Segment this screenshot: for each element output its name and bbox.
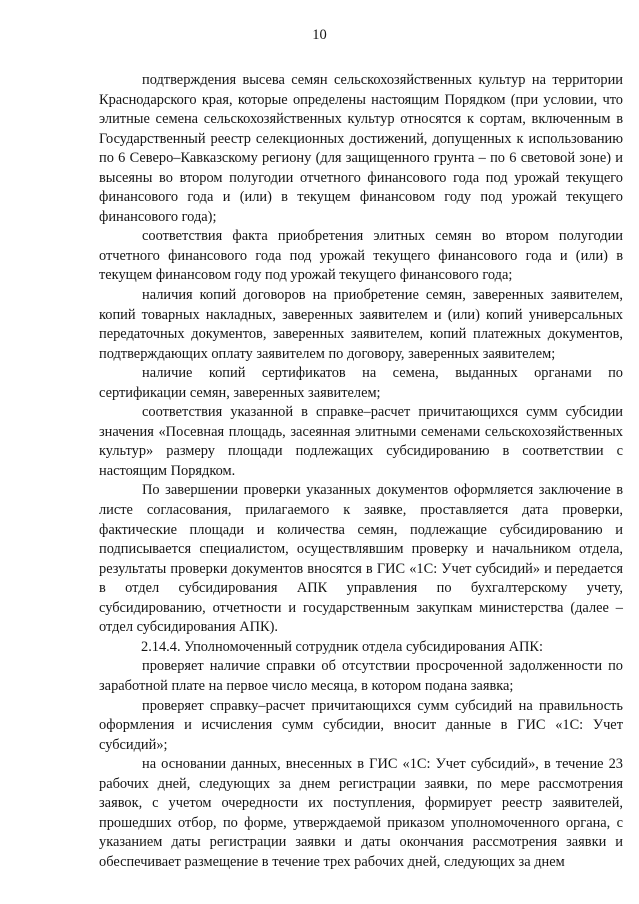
- paragraph-section-2-14-4: 2.14.4. Уполномоченный сотрудник отдела субсидирования АПК:: [141, 638, 543, 655]
- paragraph-calculation-check: проверяет справку–расчет причитающихся сумм субсидий на правильность оформления и исчисления сумм субсидии, вносит данные в ГИС «1С: Учет субсидий»;: [99, 697, 623, 753]
- paragraph-verification-result: По завершении проверки указанных документов оформляется заключение в листе согласования, прилагаемого к заявке, проставляется дата проверки, фактические площади и количества семян, подлежащие субсидированию и подписывается специалистом, осуществлявшим проверку и начальником отдела, результаты проверки документов вносятся в ГИС «1С: Учет субсидий» и передается в отдел субсидирования АПК управления по бухгалтерскому учету, субсидированию, отчетности и государственным закупкам министерства (далее – отдел субсидирования АПК).: [99, 482, 623, 636]
- page-number: 10: [312, 27, 327, 43]
- paragraph-sowing-confirmation: подтверждения высева семян сельскохозяйственных культур на территории Краснодарского края, которые определены настоящим Порядком (при условии, что элитные семена сельскохозяйственных культур относятся к сортам, включенным в Государственный реестр селекционных достижений, допущенных к использованию по 6 Северо–Кавказскому региону (для защищенного грунта – по 6 световой зоне) и высеяны во втором полугодии отчетного финансового года под урожай текущего финансового года и (или) в текущем финансовом году под урожай текущего финансового года);: [99, 72, 623, 225]
- paragraph-certificates: наличие копий сертификатов на семена, выданных органами по сертификации семян, заверенных заявителем;: [99, 365, 623, 401]
- paragraph-registry-formation: на основании данных, внесенных в ГИС «1С: Учет субсидий», в течение 23 рабочих дней, следующих за днем регистрации заявки, по мере рассмотрения заявок, с учетом очередности их поступления, формирует реестр заявителей, прошедших отбор, по форме, утверждаемой приказом уполномоченного органа, с указанием даты регистрации заявки и даты окончания рассмотрения заявки и обеспечивает размещение в течение трех рабочих дней, следующих за днем: [99, 756, 623, 870]
- paragraph-wage-arrears: проверяет наличие справки об отсутствии просроченной задолженности по заработной плате на первое число месяца, в котором подана заявка;: [99, 658, 623, 694]
- paragraph-contract-copies: наличия копий договоров на приобретение семян, заверенных заявителем, копий товарных накладных, заверенных заявителем и (или) копий универсальных передаточных документов, заверенных заявителем, копий платежных документов, подтверждающих оплату заявителем по договору, заверенных заявителем;: [99, 287, 623, 362]
- document-body: [99, 71, 623, 872]
- paragraph-calculation-match: соответствия указанной в справке–расчет причитающихся сумм субсидии значения «Посевная площадь, засеянная элитными семенами сельскохозяйственных культур» размеру площади подлежащих субсидированию в соответствии с настоящим Порядком.: [99, 404, 623, 479]
- paragraph-purchase-period: соответствия факта приобретения элитных семян во втором полугодии отчетного финансового года под урожай текущего финансового года и (или) в текущем финансовом году под урожай текущего финансового года;: [99, 228, 623, 284]
